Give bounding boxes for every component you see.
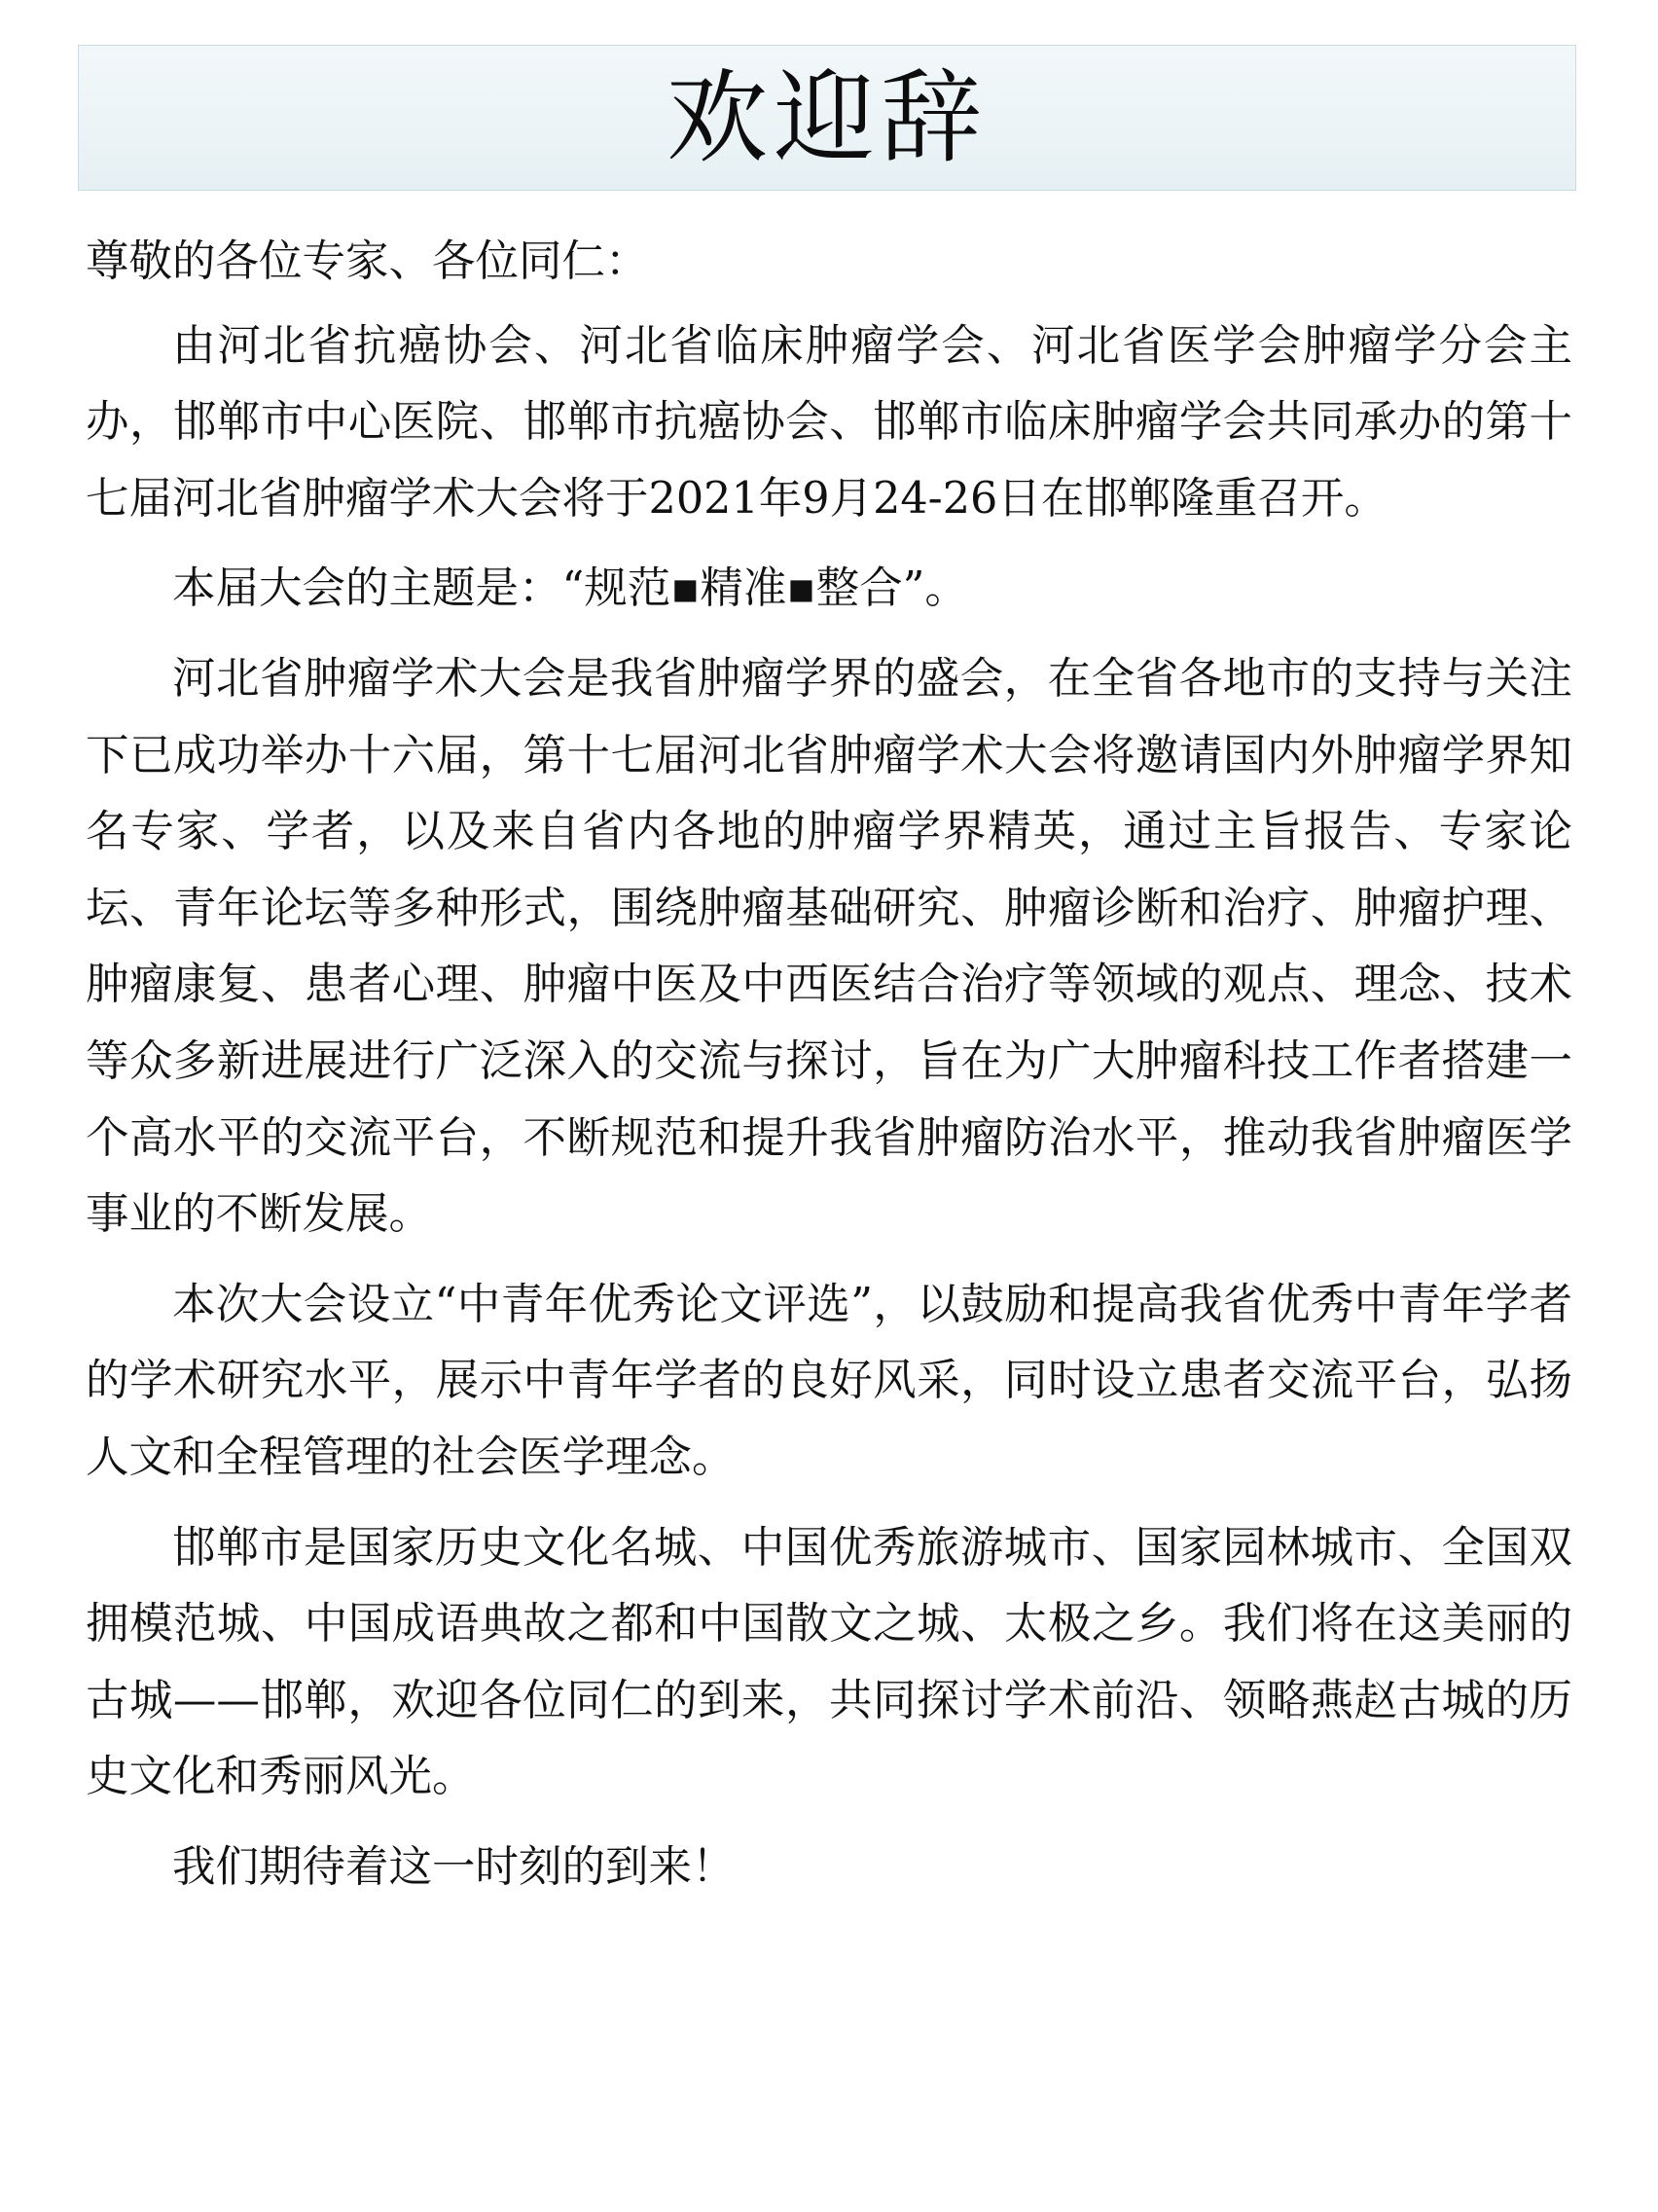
page-title: 欢迎辞 [666,58,988,177]
title-banner [78,45,1576,191]
paragraph-closing: 我们期待着这一时刻的到来！ [172,1841,736,1892]
paragraph-theme: 本届大会的主题是：“规范▪精准▪整合”。 [172,563,968,614]
paragraph-conference-overview: 河北省肿瘤学术大会是我省肿瘤学界的盛会，在全省各地市的支持与关注下已成功举办十六届，第十七届河北省肿瘤学术大会将邀请国内外肿瘤学界知名专家、学者，以及来自省内各地的肿瘤学界精英，通过主旨报告、专家论坛、青年论坛等多种形式，围绕肿瘤基础研究、肿瘤诊断和治疗、肿瘤护理、肿瘤康复、患者心理、肿瘤中医及中西医结合治疗等领域的观点、理念、技术等众多新进展进行广泛深入的交流与探讨，旨在为广大肿瘤科技工作者搭建一个高水平的交流平台，不断规范和提升我省肿瘤防治水平，推动我省肿瘤医学事业的不断发展。 [86,653,1572,1240]
letter-body [86,224,1572,1919]
paragraph-organizers: 由河北省抗癌协会、河北省临床肿瘤学会、河北省医学会肿瘤学分会主办，邯郸市中心医院、邯郸市抗癌协会、邯郸市临床肿瘤学会共同承办的第十七届河北省肿瘤学术大会将于2021年9月24-26日在邯郸隆重召开。 [86,320,1572,524]
salutation: 尊敬的各位专家、各位同仁： [86,236,649,286]
paragraph-paper-selection: 本次大会设立“中青年优秀论文评选”，以鼓励和提高我省优秀中青年学者的学术研究水平，展示中青年学者的良好风采，同时设立患者交流平台，弘扬人文和全程管理的社会医学理念。 [86,1279,1572,1482]
paragraph-handan-city: 邯郸市是国家历史文化名城、中国优秀旅游城市、国家园林城市、全国双拥模范城、中国成语典故之都和中国散文之城、太极之乡。我们将在这美丽的古城——邯郸，欢迎各位同仁的到来，共同探讨学术前沿、领略燕赵古城的历史文化和秀丽风光。 [86,1522,1572,1802]
